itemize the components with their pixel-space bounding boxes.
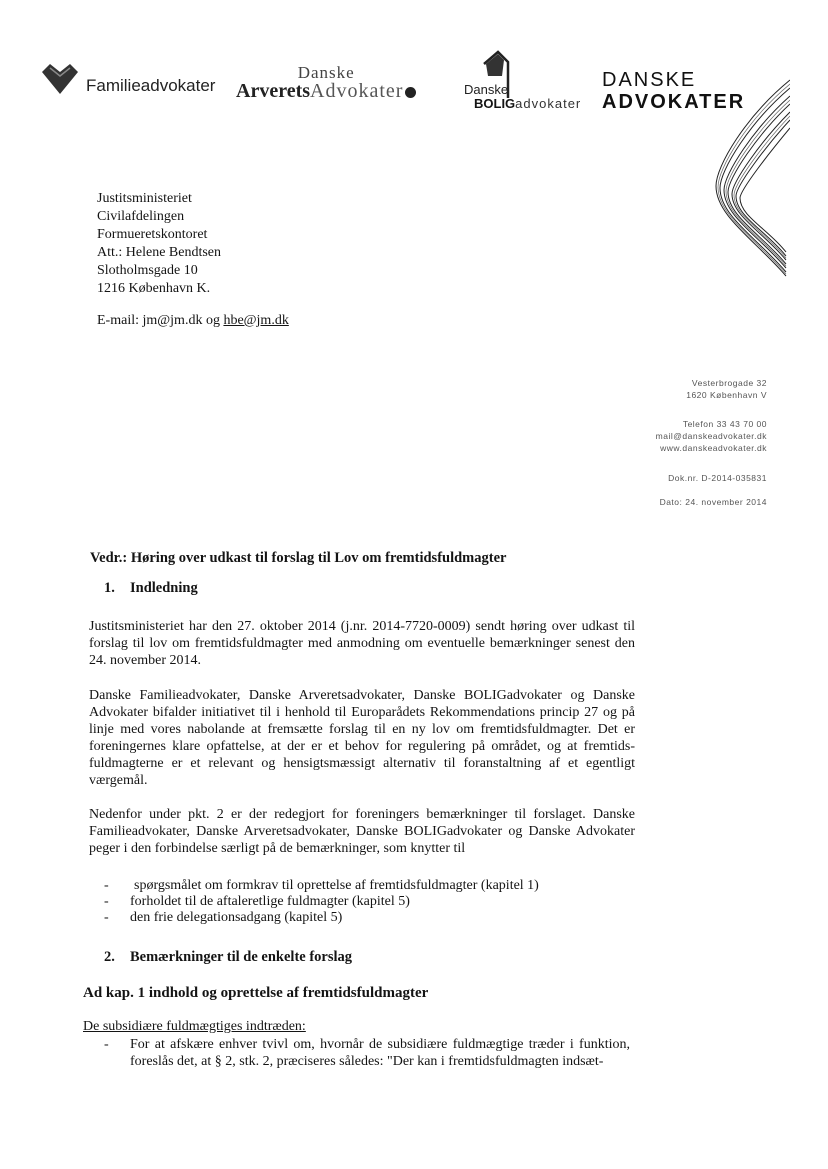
- section-number: 1.: [104, 580, 115, 596]
- arverets-logo-line2: [236, 81, 416, 101]
- section-heading-1: [104, 580, 198, 597]
- email-link[interactable]: hbe@jm.dk: [223, 313, 289, 328]
- danske-advokater-line2: ADVOKATER: [602, 91, 746, 113]
- recipient-line: 1216 København K.: [97, 281, 211, 296]
- paragraph-intro: Justitsministeriet har den 27. oktober 2014 (j.nr. 2014-7720-0009) sendt høring over udkast til forslag til lov om fremtidsfuldmagter med anmodning om eventuelle bemærkninger senest den 24. november 2014.: [89, 619, 635, 668]
- email-prefix: E-mail: jm@jm.dk og: [97, 313, 224, 328]
- recipient-address: [97, 190, 221, 298]
- sender-address: [686, 377, 767, 401]
- sender-mail: mail@danskeadvokater.dk: [655, 431, 767, 441]
- arverets-logo-line1: Danske: [297, 63, 355, 82]
- doc-number: Dok.nr. D-2014-035831: [668, 473, 767, 483]
- sub-heading: De subsidiære fuldmægtiges indtræden:: [83, 1019, 306, 1034]
- doc-date: Dato: 24. november 2014: [659, 497, 767, 507]
- sender-phone: Telefon 33 43 70 00: [682, 419, 767, 429]
- chapter-heading: Ad kap. 1 indhold og oprettelse af fremtidsfuldmagter: [83, 985, 429, 1001]
- last-bullet: [104, 1036, 630, 1070]
- bullet-list: [104, 878, 539, 926]
- sender-address-line2: 1620 København V: [686, 390, 767, 400]
- section-heading-2: [104, 949, 352, 966]
- paragraph-remarks: Nedenfor under pkt. 2 er der redegjort for foreningers bemærkninger til forslaget. Danske Familieadvokater, Danske Arveretsadvokater, Danske BOLIGadvokater og Danske Advokater peger i den forbindelse særligt på de bemærkninger, som knytter til: [89, 807, 635, 856]
- arverets-logo-light: Advokater: [310, 80, 404, 102]
- list-item: - spørgsmålet om formkrav til oprettelse af fremtidsfuldmagter (kapitel 1): [104, 878, 539, 893]
- paragraph-initiative: Danske Familieadvokater, Danske Arveretsadvokater, Danske BOLIGadvokater og Danske Advokater bifalder initiativet til i henhold til Europarådets Rekommendations princip 27 og på linje med vores nabolande at fremsætte forslag til en ny lov om fremtidsfuldmagter. Det er foreningernes klare opfattelse, at der er et behov for regulering på området, og at fremtids-fuldmagterne er et relevant og hensigtsmæssigt alternativ til foranstaltning af et egentligt værgemål.: [89, 688, 635, 788]
- bolig-logo-light: advokater: [515, 96, 582, 111]
- arverets-logo-bold: Arverets: [236, 80, 311, 102]
- section-number: 2.: [104, 949, 115, 965]
- recipient-line: Att.: Helene Bendtsen: [97, 245, 222, 260]
- arverets-badge-icon: [405, 87, 416, 98]
- bolig-logo-line1: Danske: [464, 82, 509, 97]
- sender-contact: [656, 418, 767, 454]
- danske-advokater-line1: DANSKE: [602, 69, 697, 91]
- list-item: - forholdet til de aftaleretlige fuldmagter (kapitel 5): [104, 894, 410, 909]
- recipient-line: Civilafdelingen: [97, 209, 185, 224]
- sender-address-line1: Vesterbrogade 32: [691, 378, 767, 388]
- recipient-email: [97, 313, 289, 329]
- section-title: Bemærkninger til de enkelte forslag: [130, 949, 353, 965]
- section-title: Indledning: [130, 580, 198, 596]
- familieadvokater-logo: [40, 62, 215, 96]
- letter-subject: Vedr.: Høring over udkast til forslag til Lov om fremtidsfuldmagter: [90, 550, 507, 566]
- recipient-line: Justitsministeriet: [97, 191, 192, 206]
- sender-web: www.danskeadvokater.dk: [660, 443, 767, 453]
- list-item: - den frie delegationsadgang (kapitel 5): [104, 910, 343, 925]
- recipient-line: Slotholmsgade 10: [97, 263, 198, 278]
- bolig-logo-line2: [474, 96, 581, 111]
- arveretsadvokater-logo: [236, 64, 416, 101]
- recipient-line: Formueretskontoret: [97, 227, 208, 242]
- list-item: - For at afskære enhver tvivl om, hvornår de subsidiære fuldmægtige træder i funktion, foreslås det, at § 2, stk. 2, præciseres således: "Der kan i fremtidsfuldmagten indsæt-: [104, 1037, 630, 1069]
- swirl-decoration-icon: [706, 76, 790, 282]
- familieadvokater-logo-text: Familieadvokater: [86, 76, 216, 95]
- bolig-logo-bold: BOLIG: [474, 96, 516, 111]
- hearts-logo-icon: [40, 62, 80, 96]
